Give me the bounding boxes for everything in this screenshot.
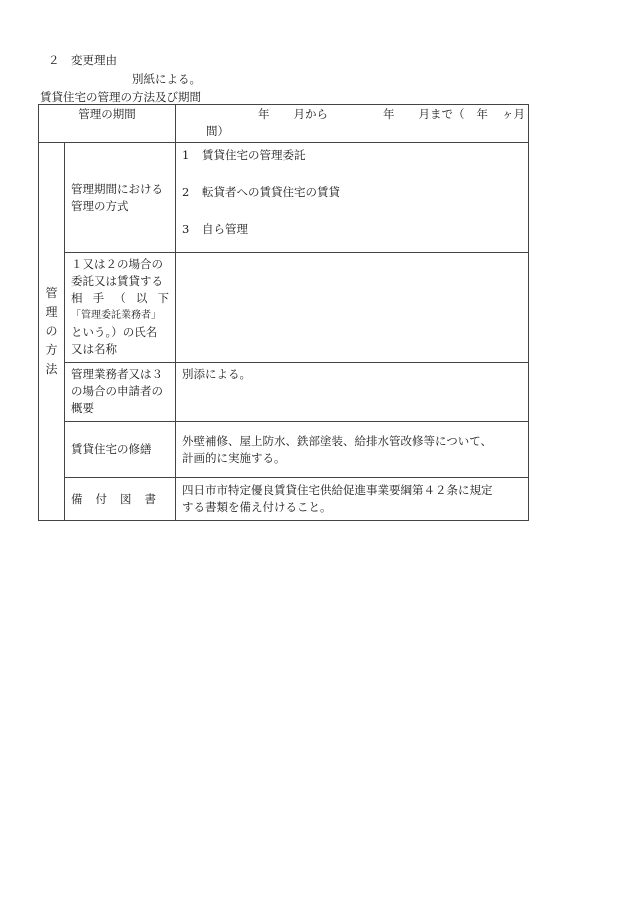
repair-value-line: 計画的に実施する。 bbox=[182, 450, 286, 465]
period-month-to: 月まで（ bbox=[418, 107, 465, 121]
side-label: 管理の方法 bbox=[45, 286, 58, 376]
section-body: 別紙による。 bbox=[132, 72, 201, 86]
table-caption: 賃貸住宅の管理の方法及び期間 bbox=[40, 90, 201, 104]
overview-row bbox=[39, 363, 529, 422]
period-tail: 間） bbox=[206, 124, 229, 138]
period-line bbox=[206, 106, 524, 123]
mode-label bbox=[65, 143, 176, 253]
consignee-label-line: 「管理委託業務者」 bbox=[71, 310, 161, 321]
mode-option: 2 転貸者への賃貸住宅の賃貸 bbox=[182, 185, 340, 199]
mode-label-line: 管理期間における bbox=[71, 181, 163, 196]
management-table bbox=[38, 104, 529, 521]
repair-row bbox=[39, 422, 529, 478]
consignee-label-line: 相手（以下 bbox=[71, 291, 169, 305]
overview-label-line: 管理業務者又は３ bbox=[71, 367, 163, 381]
period-month-from: 月から bbox=[293, 107, 328, 121]
docs-value-line: する書類を備え付けること。 bbox=[182, 500, 332, 514]
period-year-2: 年 bbox=[383, 107, 395, 121]
docs-value-line: 四日市市特定優良賃貸住宅供給促進事業要綱第４２条に規定 bbox=[182, 483, 493, 497]
overview-label-line: 概要 bbox=[71, 401, 94, 415]
overview-label bbox=[65, 363, 176, 422]
mode-option: 1 賃貸住宅の管理委託 bbox=[182, 148, 306, 162]
consignee-label-line: という。）の氏名 bbox=[71, 325, 158, 339]
consignee-label bbox=[65, 253, 176, 363]
mode-label-line: 管理の方式 bbox=[71, 198, 129, 213]
period-months: ヶ月 bbox=[502, 107, 525, 121]
mode-option: 3 自ら管理 bbox=[182, 222, 248, 236]
overview-label-line: の場合の申請者の bbox=[71, 384, 163, 398]
docs-label: 備付図書 bbox=[65, 478, 176, 521]
side-label-cell bbox=[39, 143, 65, 521]
docs-value bbox=[176, 478, 529, 521]
consignee-label-line: １又は２の場合の bbox=[71, 257, 163, 271]
period-row bbox=[39, 105, 529, 143]
mode-row bbox=[39, 143, 529, 253]
consignee-row bbox=[39, 253, 529, 363]
overview-value: 別添による。 bbox=[176, 363, 529, 422]
consignee-value bbox=[176, 253, 529, 363]
repair-label: 賃貸住宅の修繕 bbox=[65, 422, 176, 478]
consignee-label-line: 委託又は賃貸する bbox=[71, 274, 163, 288]
period-year-3: 年 bbox=[476, 107, 488, 121]
repair-value-line: 外壁補修、屋上防水、鉄部塗装、給排水管改修等について、 bbox=[182, 433, 493, 448]
section-heading: ２ 変更理由 bbox=[48, 53, 117, 67]
period-value bbox=[176, 105, 529, 143]
period-year-1: 年 bbox=[258, 107, 270, 121]
consignee-label-line: 又は名称 bbox=[71, 342, 117, 356]
period-label: 管理の期間 bbox=[39, 105, 176, 143]
mode-options bbox=[176, 143, 529, 253]
repair-value bbox=[176, 422, 529, 478]
docs-row bbox=[39, 478, 529, 521]
